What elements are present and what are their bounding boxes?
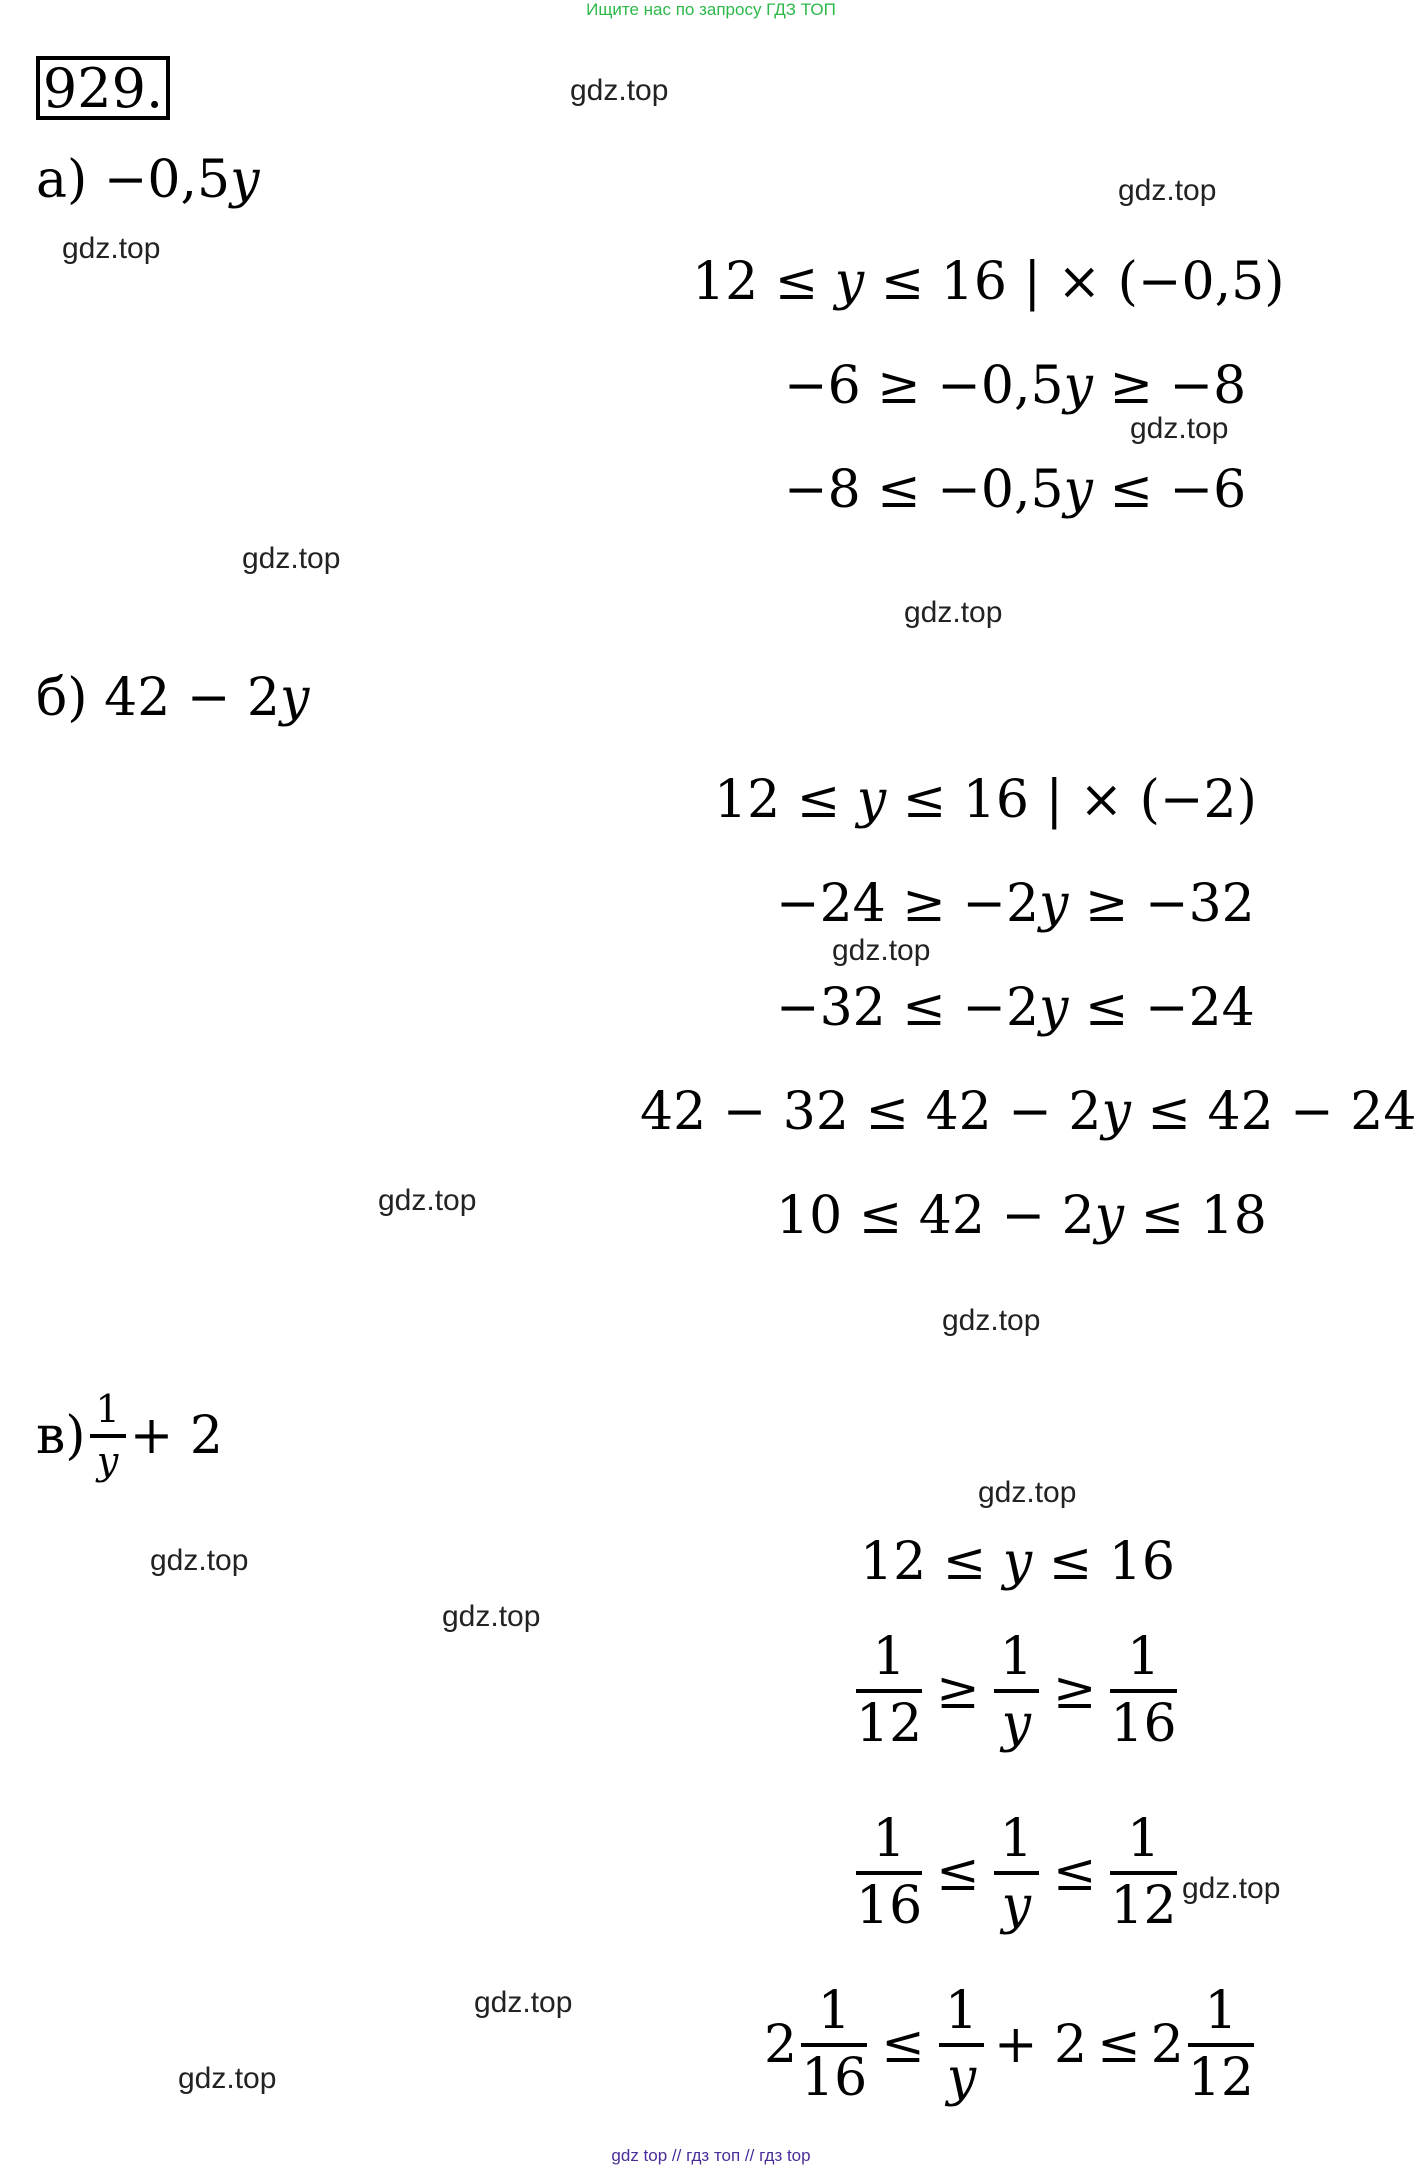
fraction: $\frac{1}{16}$ <box>856 1809 923 1936</box>
fraction: $\frac{1}{16}$ <box>1110 1627 1177 1754</box>
fraction: $\frac{1}{\text{𝑦}}$ <box>939 1984 984 2105</box>
part-c-letter: в) <box>36 1405 86 1466</box>
fraction: $\frac{1}{\text{𝑦}}$ <box>994 1630 1039 1751</box>
watermark: gdz.top <box>242 542 341 575</box>
part-a-line-2: −6 ≥ −0,5𝑦 ≥ −8 <box>784 356 1247 416</box>
fraction: $\frac{1}{12}$ <box>1110 1809 1177 1936</box>
watermark: gdz.top <box>1118 174 1217 207</box>
part-a-line-3: −8 ≤ −0,5𝑦 ≤ −6 <box>784 460 1247 520</box>
watermark: gdz.top <box>442 1600 541 1633</box>
fraction: $\frac{1}{16}$ <box>801 1981 868 2108</box>
part-c-line-2: $\frac{1}{12}$ ≥ $\frac{1}{\text{𝑦}}$ ≥ $\frac{1}{16}$ <box>856 1627 1177 1754</box>
part-c-line-4: 2 $\frac{1}{16}$ ≤ $\frac{1}{\text{𝑦}}$ + 2 ≤ 2 $\frac{1}{12}$ <box>764 1981 1254 2108</box>
watermark: gdz.top <box>62 232 161 265</box>
problem-number: 929. <box>36 56 170 120</box>
part-c-line-1: 12 ≤ 𝑦 ≤ 16 <box>860 1532 1175 1592</box>
part-c-line-3: $\frac{1}{16}$ ≤ $\frac{1}{\text{𝑦}}$ ≤ $\frac{1}{12}$ <box>856 1809 1177 1936</box>
watermark: gdz.top <box>942 1304 1041 1337</box>
fraction: $\frac{1}{\text{𝑦}}$ <box>994 1812 1039 1933</box>
footer-text: gdz top // гдз топ // гдз top <box>611 2146 811 2165</box>
part-b-line-2: −24 ≥ −2𝑦 ≥ −32 <box>776 874 1255 934</box>
part-b-line-1: 12 ≤ 𝑦 ≤ 16 | × (−2) <box>714 770 1257 830</box>
part-a-label: а) −0,5𝑦 <box>36 150 260 210</box>
part-c-suffix: + 2 <box>129 1405 223 1466</box>
part-b-line-4: 42 − 32 ≤ 42 − 2𝑦 ≤ 42 − 24 <box>640 1082 1417 1142</box>
watermark: gdz.top <box>474 1986 573 2019</box>
part-b-line-5: 10 ≤ 42 − 2𝑦 ≤ 18 <box>776 1186 1267 1246</box>
watermark: gdz.top <box>1130 412 1229 445</box>
watermark: gdz.top <box>378 1184 477 1217</box>
part-b-label: б) 42 − 2𝑦 <box>36 668 310 728</box>
watermark: gdz.top <box>150 1544 249 1577</box>
part-a-line-1: 12 ≤ 𝑦 ≤ 16 | × (−0,5) <box>692 252 1285 312</box>
top-banner: Ищите нас по запросу ГДЗ ТОП <box>586 0 836 19</box>
watermark: gdz.top <box>178 2062 277 2095</box>
fraction: $\frac{1}{\text{𝑦}}$ <box>90 1390 126 1482</box>
watermark: gdz.top <box>978 1476 1077 1509</box>
part-b-line-3: −32 ≤ −2𝑦 ≤ −24 <box>776 978 1255 1038</box>
part-c-label <box>36 1387 223 1483</box>
fraction: $\frac{1}{12}$ <box>856 1627 923 1754</box>
watermark: gdz.top <box>570 74 669 107</box>
fraction: $\frac{1}{12}$ <box>1187 1981 1254 2108</box>
watermark: gdz.top <box>832 934 931 967</box>
watermark: gdz.top <box>1182 1872 1281 1905</box>
watermark: gdz.top <box>904 596 1003 629</box>
